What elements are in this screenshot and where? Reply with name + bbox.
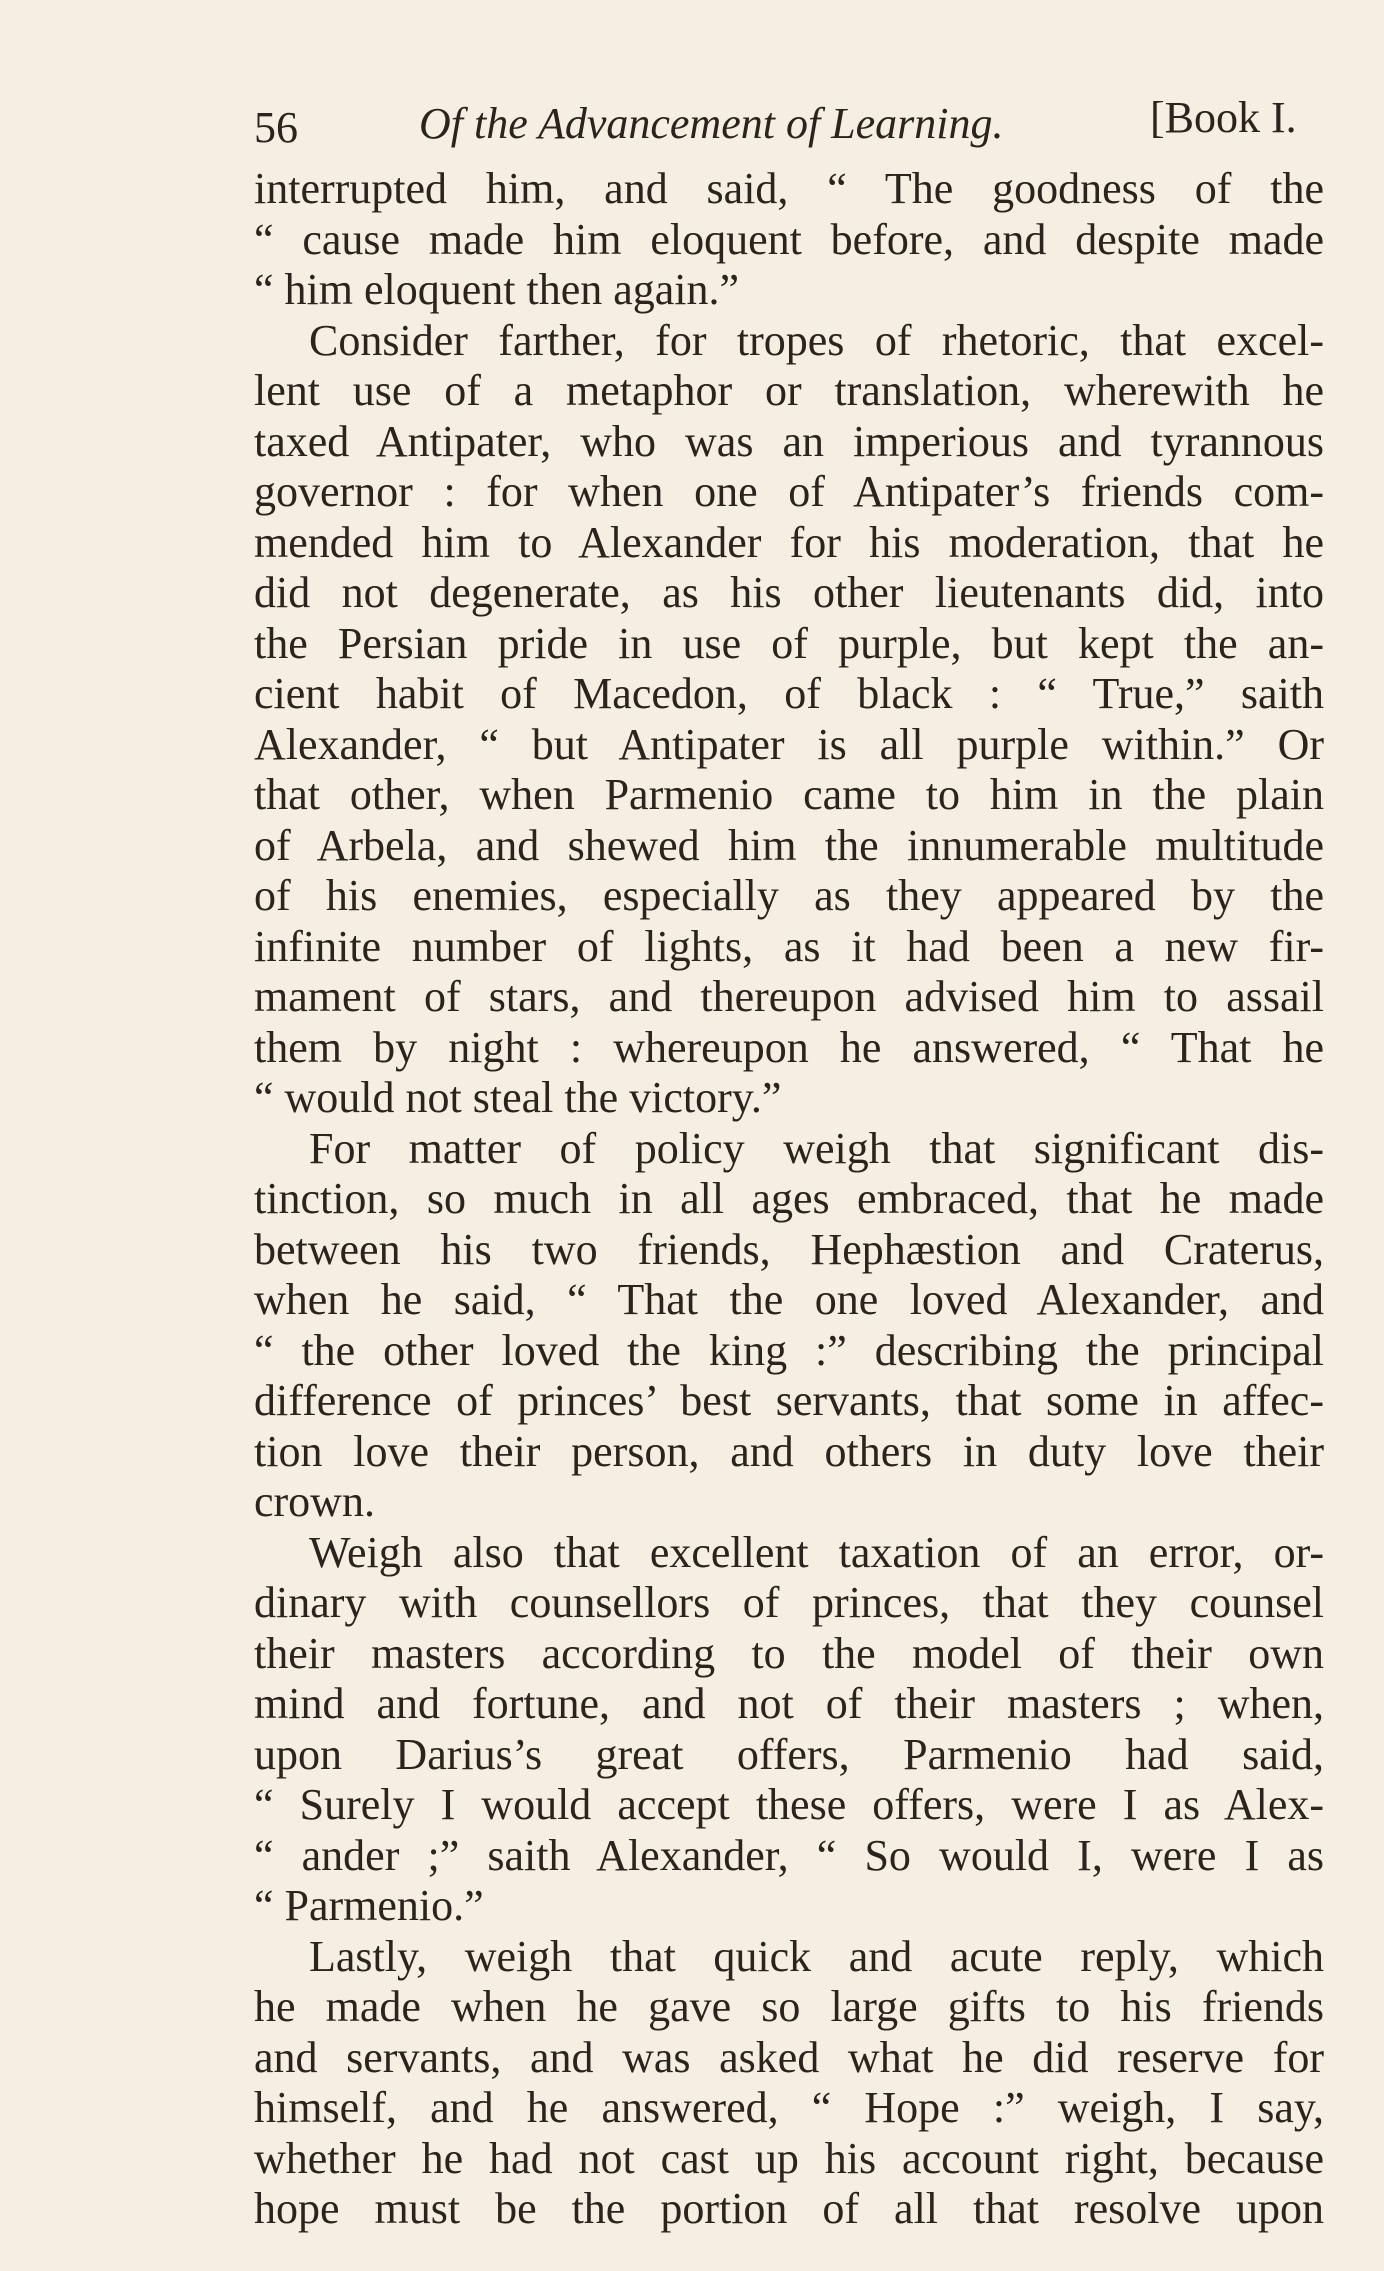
text-line: “ the other loved the king :” describing the principal	[254, 1325, 1324, 1375]
text-line: Alexander, “ but Antipater is all purple within.” Or	[254, 719, 1324, 769]
text-line: governor : for when one of Antipater’s friends com-	[254, 467, 1324, 516]
text-line: “ him eloquent then again.”	[254, 265, 740, 314]
text-line: the Persian pride in use of purple, but kept the an-	[254, 618, 1324, 668]
text-line: infinite number of lights, as it had been a new fir-	[254, 921, 1324, 971]
text-line: taxed Antipater, who was an imperious and tyrannous	[254, 416, 1324, 466]
text-line: their masters according to the model of their own	[254, 1628, 1324, 1678]
text-line: that other, when Parmenio came to him in the plain	[254, 770, 1324, 819]
text-line: “ would not steal the victory.”	[254, 1073, 782, 1122]
text-line: mended him to Alexander for his moderation, that he	[254, 517, 1324, 567]
text-line: he made when he gave so large gifts to his friends	[254, 1982, 1324, 2031]
text-line: of Arbela, and shewed him the innumerable multitude	[254, 820, 1324, 870]
text-line: tion love their person, and others in duty love their	[254, 1426, 1324, 1476]
text-line: cient habit of Macedon, of black : “ True,” saith	[254, 669, 1324, 718]
text-line: Lastly, weigh that quick and acute reply, which	[309, 1931, 1324, 1981]
text-line: Weigh also that excellent taxation of an error, or-	[309, 1527, 1324, 1577]
text-line: hope must be the portion of all that resolve upon	[254, 2184, 1324, 2233]
text-line: himself, and he answered, “ Hope :” weigh, I say,	[254, 2083, 1324, 2132]
text-line: them by night : whereupon he answered, “ That he	[254, 1022, 1324, 1072]
page-number: 56	[254, 103, 298, 152]
text-line: interrupted him, and said, “ The goodness of the	[254, 164, 1324, 213]
text-line: mament of stars, and thereupon advised him to assail	[254, 972, 1324, 1021]
text-line: whether he had not cast up his account right, because	[254, 2133, 1324, 2183]
text-line: tinction, so much in all ages embraced, that he made	[254, 1174, 1324, 1223]
text-line: For matter of policy weigh that significant dis-	[309, 1123, 1324, 1173]
text-line: difference of princes’ best servants, that some in affec-	[254, 1376, 1324, 1425]
text-line: lent use of a metaphor or translation, wherewith he	[254, 366, 1324, 415]
book-marker: [Book I.	[1150, 93, 1297, 142]
text-line: mind and fortune, and not of their masters ; when,	[254, 1679, 1324, 1728]
running-title: Of the Advancement of Learning.	[419, 99, 1004, 148]
text-line: crown.	[254, 1477, 375, 1526]
text-line: Consider farther, for tropes of rhetoric, that excel-	[309, 315, 1324, 365]
text-line: between his two friends, Hephæstion and Craterus,	[254, 1224, 1324, 1274]
text-line: did not degenerate, as his other lieutenants did, into	[254, 568, 1324, 617]
text-line: when he said, “ That the one loved Alexander, and	[254, 1275, 1324, 1324]
text-line: “ ander ;” saith Alexander, “ So would I, were I as	[254, 1830, 1324, 1880]
text-line: of his enemies, especially as they appeared by the	[254, 871, 1324, 920]
body-text	[254, 164, 1324, 2235]
text-line: “ cause made him eloquent before, and despite made	[254, 214, 1324, 264]
text-line: upon Darius’s great offers, Parmenio had said,	[254, 1729, 1324, 1779]
text-line: and servants, and was asked what he did reserve for	[254, 2032, 1324, 2082]
text-line: “ Parmenio.”	[254, 1881, 484, 1930]
text-line: dinary with counsellors of princes, that they counsel	[254, 1578, 1324, 1627]
text-line: “ Surely I would accept these offers, were I as Alex-	[254, 1780, 1324, 1829]
page-header	[254, 88, 1334, 152]
